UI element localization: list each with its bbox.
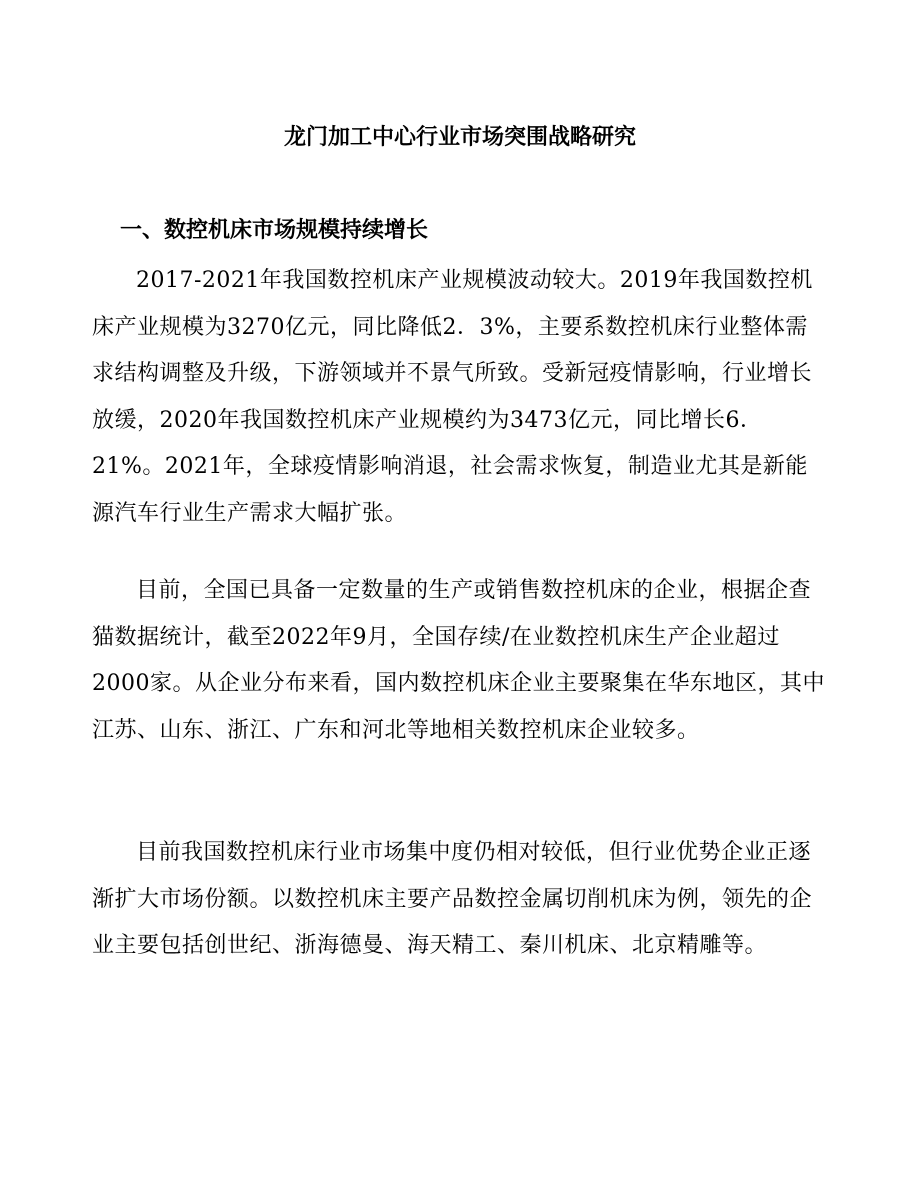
section-heading: 一、数控机床市场规模持续增长 — [120, 218, 429, 243]
body-paragraph-2: 目前，全国已具备一定数量的生产或销售数控机床的企业，根据企查猫数据统计，截至2022年9月，全国存续/在业数控机床生产企业超过2000家。从企业分布来看，国内数控机床企业主要聚集在华东地区，其中江苏、山东、浙江、广东和河北等地相关数控机床企业较多。 — [92, 578, 825, 743]
document-title: 龙门加工中心行业市场突围战略研究 — [283, 125, 636, 150]
body-paragraph-1: 2017-2021年我国数控机床产业规模波动较大。2019年我国数控机床产业规模为3270亿元，同比降低2．3%，主要系数控机床行业整体需求结构调整及升级，下游领域并不景气所致。受新冠疫情影响，行业增长放缓，2020年我国数控机床产业规模约为3473亿元，同比增长6．21%。2021年，全球疫情影响消退，社会需求恢复，制造业尤其是新能源汽车行业生产需求大幅扩张。 — [92, 268, 813, 526]
body-paragraph-3: 目前我国数控机床行业市场集中度仍相对较低，但行业优势企业正逐渐扩大市场份额。以数控机床主要产品数控金属切削机床为例，领先的企业主要包括创世纪、浙海德曼、海天精工、秦川机床、北京精雕等。 — [92, 840, 813, 958]
